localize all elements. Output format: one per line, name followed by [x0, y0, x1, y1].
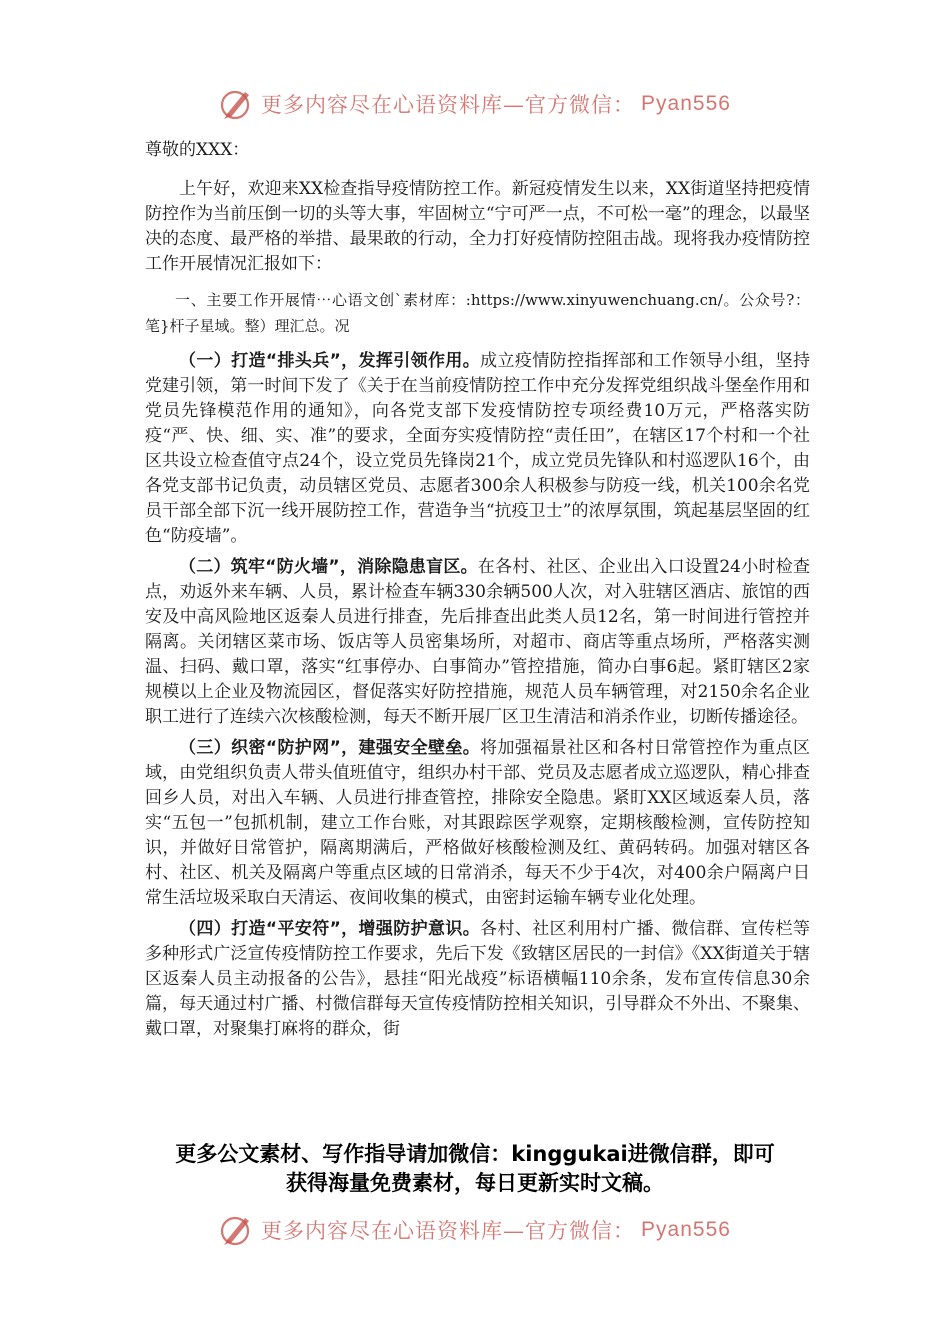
paragraph-body: 成立疫情防控指挥部和工作领导小组，坚持党建引领，第一时间下发了《关于在当前疫情防控工作中充分发挥党组织战斗堡垒作用和党员先锋模范作用的通知》，向各党支部下发疫情防控专项经费10万元，严格落实防疫“严、快、细、实、准”的要求，全面夯实疫情防控“责任田”，在辖区17个村和一个社区共设立检查值守点24个，设立党员先锋岗21个，成立党员先锋队和村巡逻队16个，由各党支部书记负责，动员辖区党员、志愿者300余人积极参与防疫一线，机关100余名党员干部全部下沉一线开展防控工作，营造争当“抗疫卫士”的浓厚氛围，筑起基层坚固的红色“防疫墙”。 — [145, 351, 810, 546]
intro-paragraph: 上午好，欢迎来XX检查指导疫情防控工作。新冠疫情发生以来，XX街道坚持把疫情防控作为当前压倒一切的头等大事，牢固树立“宁可严一点，不可松一毫”的理念，以最坚决的态度、最严格的举措、最果敢的行动，全力打好疫情防控阻击战。现将我办疫情防控工作开展情况汇报如下： — [145, 179, 810, 274]
pen-logo-icon — [219, 1212, 255, 1248]
pen-logo-icon — [219, 86, 255, 122]
paragraph-body: 在各村、社区、企业出入口设置24小时检查点，劝返外来车辆、人员，累计检查车辆330余辆500人次，对入驻辖区酒店、旅馆的西安及中高风险地区返秦人员进行排查，先后排查出此类人员12名，第一时间进行管控并隔离。关闭辖区菜市场、饭店等人员密集场所，对超市、商店等重点场所，严格落实测温、扫码、戴口罩，落实“红事停办、白事简办”管控措施，简办白事6起。紧盯辖区2家规模以上企业及物流园区，督促落实好防控措施，规范人员车辆管理，对2150余名企业职工进行了连续六次核酸检测，每天不断开展厂区卫生清洁和消杀作业，切断传播途径。 — [145, 557, 810, 727]
watermark-wechat-id: Pyan556 — [641, 1218, 731, 1241]
paragraph-body: 将加强福景社区和各村日常管控作为重点区域，由党组织负责人带头值班值守，组织办村干部、党员及志愿者成立巡逻队，精心排查回乡人员，对出入车辆、人员进行排查管控，排除安全隐患。紧盯XX区域返秦人员，落实“五包一”包抓机制，建立工作台账，对其跟踪医学观察，定期核酸检测，宣传防控知识，并做好日常管护，隔离期满后，严格做好核酸检测及红、黄码转码。加强对辖区各村、社区、机关及隔离户等重点区域的日常消杀，每天不少于4次，对400余户隔离户日常生活垃圾采取白天清运、夜间收集的模式，由密封运输车辆专业化处理。 — [145, 738, 810, 908]
promo-line-1: 更多公文素材、写作指导请加微信：kinggukai进微信群，即可 — [175, 1142, 775, 1166]
watermark-text: 更多内容尽在心语资料库—官方微信： — [261, 1219, 636, 1243]
paragraph-1 — [145, 349, 810, 549]
watermark-banner-top — [0, 84, 950, 124]
section-heading: 一、主要工作开展情⋯心语文创`素材库：:https://www.xinyuwenchuang.cn/。公众号?：笔}杆子星域。整）理汇总。况 — [145, 291, 810, 335]
paragraph-3 — [145, 736, 810, 911]
watermark-banner-bottom — [0, 1210, 950, 1250]
paragraph-body: 各村、社区利用村广播、微信群、宣传栏等多种形式广泛宣传疫情防控工作要求，先后下发《致辖区居民的一封信》《XX街道关于辖区返秦人员主动报备的公告》，悬挂“阳光战疫”标语横幅110余条，发布宣传信息30余篇，每天通过村广播、村微信群每天宣传疫情防控相关知识，引导群众不外出、不聚集、戴口罩，对聚集打麻将的群众，街 — [145, 919, 810, 1039]
paragraph-lead: （一）打造“排头兵”，发挥引领作用。 — [179, 351, 481, 371]
paragraph-lead: （二）筑牢“防火墙”，消除隐患盲区。 — [179, 557, 478, 577]
paragraph-2 — [145, 555, 810, 730]
watermark-text: 更多内容尽在心语资料库—官方微信： — [261, 93, 636, 117]
promo-notice — [0, 1140, 950, 1198]
paragraph-lead: （四）打造“平安符”，增强防护意识。 — [179, 919, 481, 939]
paragraph-lead: （三）织密“防护网”，建强安全壁垒。 — [179, 738, 481, 758]
document-body — [145, 138, 810, 1048]
paragraph-4 — [145, 917, 810, 1042]
promo-line-2: 获得海量免费素材，每日更新实时文稿。 — [286, 1171, 664, 1195]
greeting: 尊敬的XXX： — [145, 140, 250, 160]
watermark-wechat-id: Pyan556 — [641, 92, 731, 115]
